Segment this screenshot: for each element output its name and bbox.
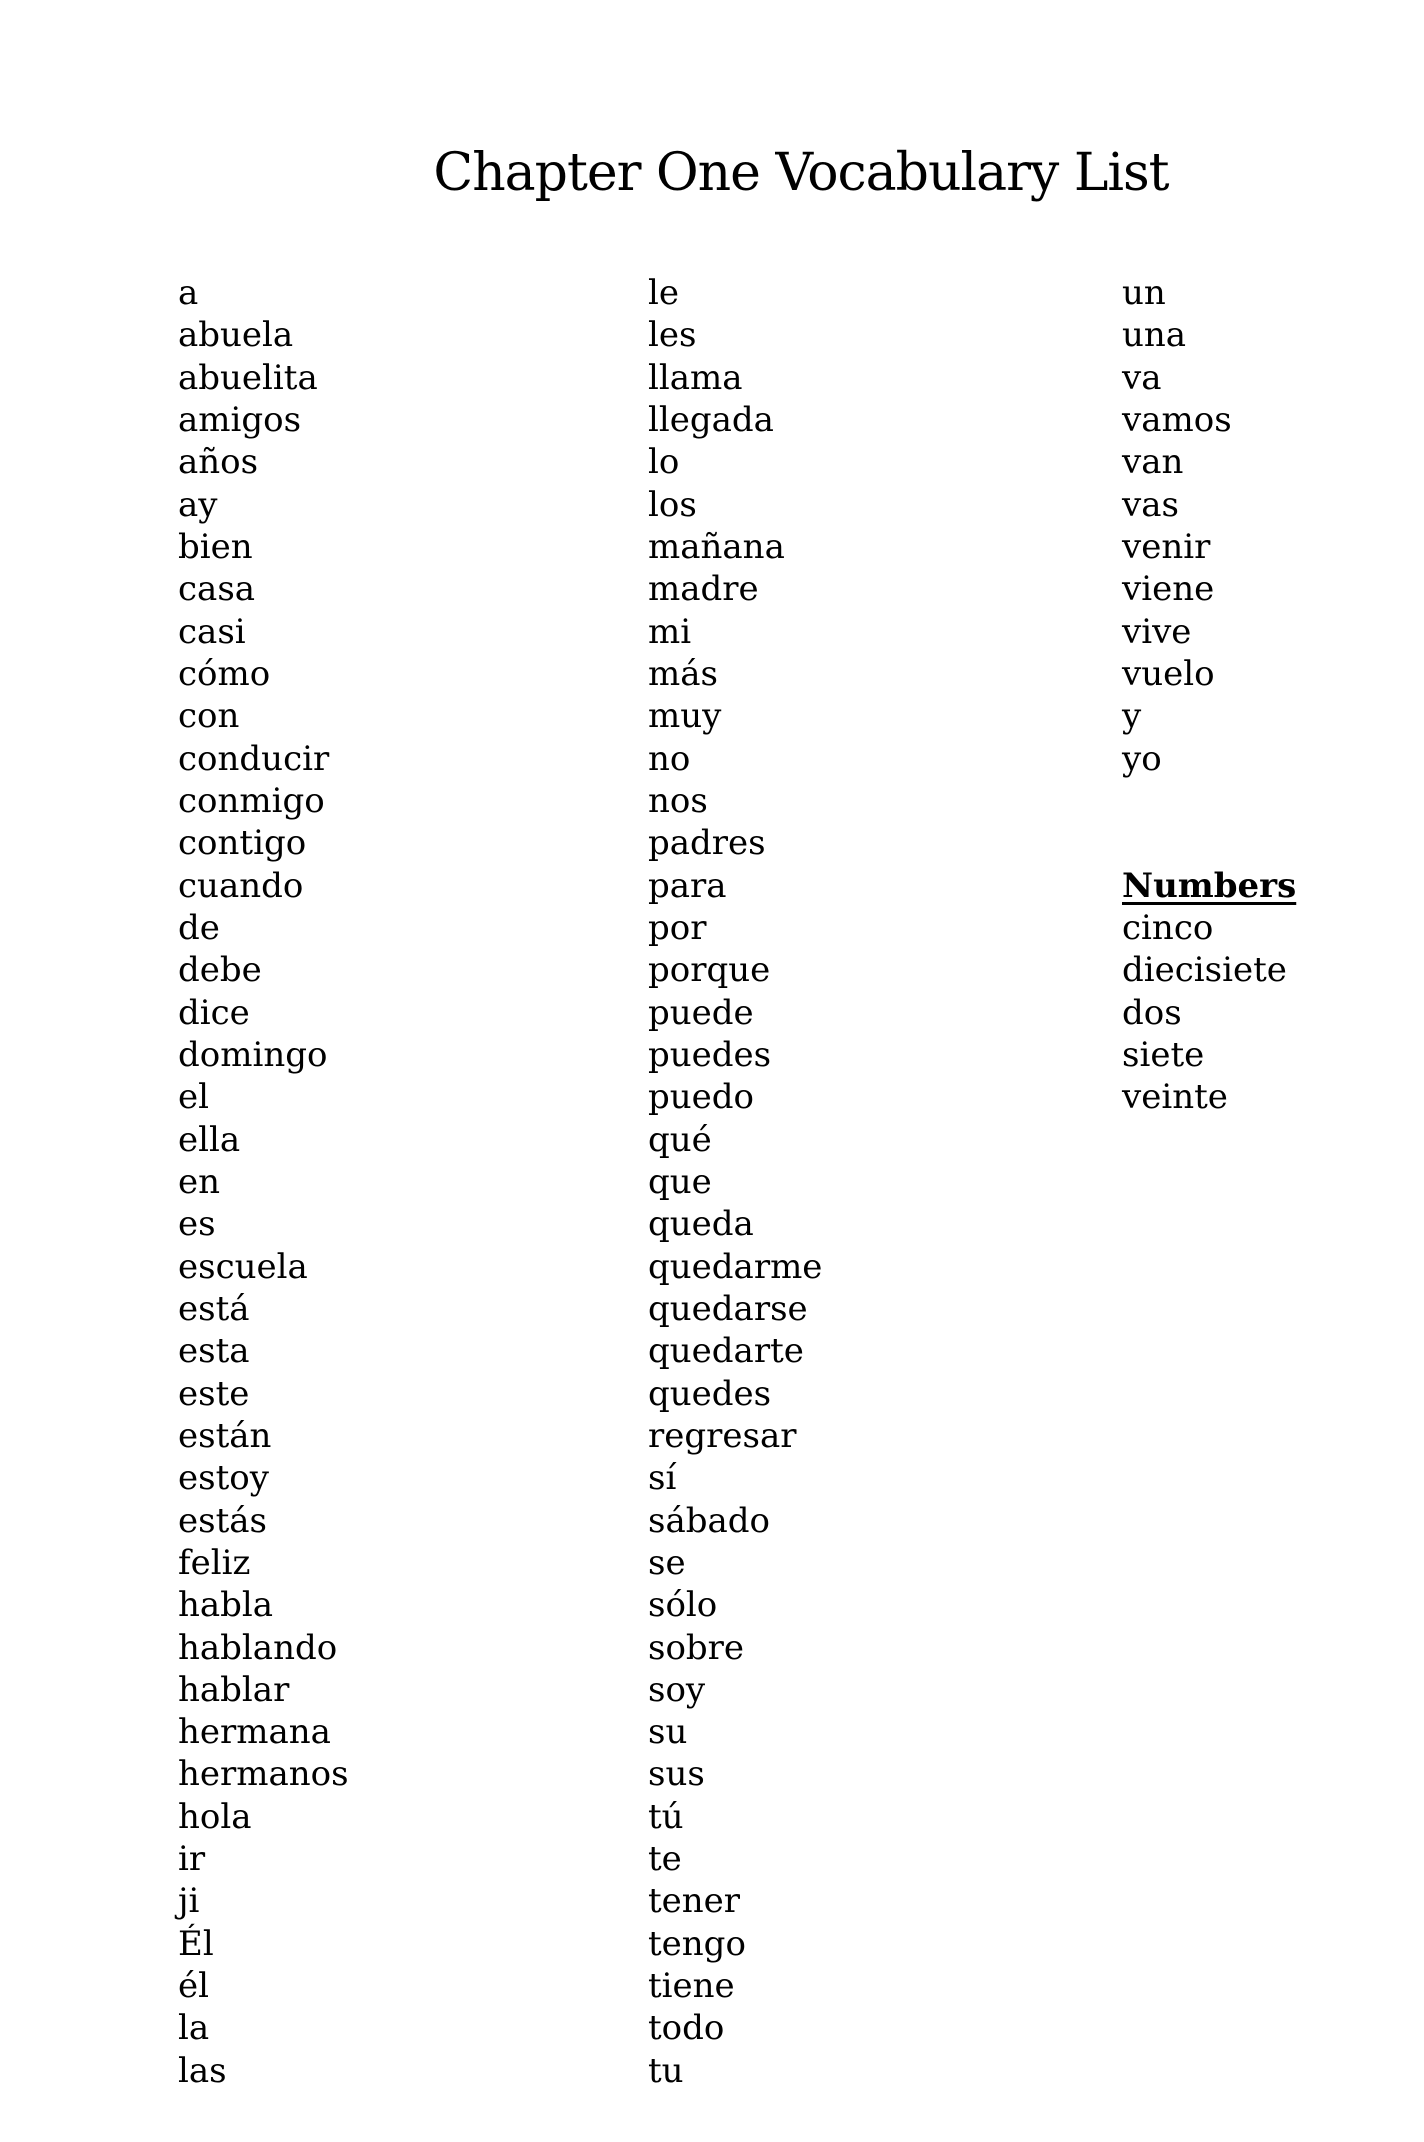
word-item: vuelo [1122, 653, 1215, 694]
column-gap [1122, 780, 1422, 865]
word-item: que [648, 1161, 712, 1202]
word-item: su [648, 1712, 688, 1753]
vocab-column-2 [648, 272, 1122, 2092]
vocab-column-1 [178, 272, 648, 2092]
vocab-columns [178, 272, 1422, 2092]
word-item: una [1122, 315, 1187, 356]
word-item: un [1122, 273, 1166, 313]
word-item: tu [648, 2050, 684, 2091]
word-item: escuela [178, 1246, 308, 1287]
word-item: estás [178, 1500, 267, 1541]
word-item: venir [1122, 526, 1211, 567]
word-item: para [648, 865, 727, 906]
word-item: qué [648, 1119, 712, 1160]
word-item: ella [178, 1119, 241, 1160]
word-item: regresar [648, 1415, 797, 1456]
word-item: años [178, 442, 259, 483]
word-item: hermana [178, 1712, 331, 1753]
vocab-column-3 [1122, 272, 1422, 1119]
word-item: hablando [178, 1627, 338, 1668]
word-item: y [1122, 696, 1142, 737]
word-item: quedarte [648, 1331, 804, 1372]
word-item: este [178, 1373, 250, 1414]
word-item: yo [1122, 738, 1162, 779]
word-item: ir [178, 1839, 206, 1880]
word-item: mi [648, 611, 692, 652]
word-item: dos [1122, 992, 1182, 1033]
word-item: les [648, 315, 697, 356]
word-item: sí [648, 1458, 677, 1499]
word-item: nos [648, 780, 708, 821]
word-item: veinte [1122, 1077, 1228, 1118]
word-item: madre [648, 569, 759, 610]
word-item: van [1122, 442, 1184, 483]
word-item: esta [178, 1331, 250, 1372]
word-item: la [178, 2008, 210, 2049]
word-item: conducir [178, 738, 330, 779]
word-item: puedo [648, 1077, 755, 1118]
word-item: te [648, 1839, 682, 1880]
word-item: quedarse [648, 1288, 808, 1329]
word-item: conmigo [178, 780, 325, 821]
numbers-list [1122, 907, 1422, 1119]
word-item: todo [648, 2008, 725, 2049]
word-item: soy [648, 1669, 706, 1710]
word-item: cómo [178, 653, 271, 694]
word-item: domingo [178, 1034, 328, 1075]
word-item: va [1122, 357, 1162, 398]
word-item: tú [648, 1796, 684, 1837]
word-item: feliz [178, 1542, 251, 1583]
word-item: bien [178, 526, 253, 567]
word-item: abuelita [178, 357, 318, 398]
word-item: casi [178, 611, 246, 652]
numbers-heading: Numbers [1122, 865, 1297, 906]
word-item: casa [178, 569, 256, 610]
word-item: sólo [648, 1585, 718, 1626]
word-item: puedes [648, 1034, 772, 1075]
word-item: es [178, 1204, 216, 1245]
word-item: contigo [178, 823, 307, 864]
page-title: Chapter One Vocabulary List [433, 143, 1169, 203]
word-item: Él [178, 1923, 214, 1964]
word-item: hola [178, 1796, 252, 1837]
word-item: con [178, 696, 240, 737]
word-item: puede [648, 992, 754, 1033]
word-item: tengo [648, 1923, 746, 1964]
word-item: hermanos [178, 1754, 349, 1795]
word-item: ay [178, 484, 218, 525]
word-item: habla [178, 1585, 274, 1626]
word-item: vas [1122, 484, 1179, 525]
word-item: mañana [648, 526, 785, 567]
word-item: no [648, 738, 691, 779]
word-item: más [648, 653, 718, 694]
word-item: queda [648, 1204, 754, 1245]
word-item: llegada [648, 399, 774, 440]
word-item: padres [648, 823, 766, 864]
word-item: siete [1122, 1034, 1205, 1075]
word-item: de [178, 907, 220, 948]
word-item: amigos [178, 399, 302, 440]
word-item: él [178, 1966, 209, 2007]
word-item: sábado [648, 1500, 770, 1541]
word-item: lo [648, 442, 680, 483]
word-item: dice [178, 992, 250, 1033]
word-item: está [178, 1288, 250, 1329]
word-item: ji [178, 1881, 200, 1922]
word-item: sobre [648, 1627, 745, 1668]
word-item: diecisiete [1122, 950, 1287, 991]
word-item: sus [648, 1754, 705, 1795]
word-item: en [178, 1161, 221, 1202]
word-item: abuela [178, 315, 294, 356]
word-item: le [648, 273, 679, 313]
word-item: llama [648, 357, 743, 398]
word-item: cuando [178, 865, 304, 906]
word-item: tener [648, 1881, 741, 1922]
word-item: muy [648, 696, 722, 737]
word-item: estoy [178, 1458, 269, 1499]
word-item: quedes [648, 1373, 772, 1414]
word-item: tiene [648, 1966, 735, 2007]
word-item: vive [1122, 611, 1192, 652]
word-item: por [648, 907, 707, 948]
word-item: los [648, 484, 697, 525]
word-item: porque [648, 950, 771, 991]
word-item: cinco [1122, 907, 1214, 948]
word-item: quedarme [648, 1246, 823, 1287]
word-item: se [648, 1542, 686, 1583]
word-item: vamos [1122, 399, 1232, 440]
word-item: las [178, 2050, 227, 2091]
word-item: a [178, 273, 199, 313]
vocab-column-3-words [1122, 272, 1422, 780]
word-item: hablar [178, 1669, 290, 1710]
word-item: viene [1122, 569, 1215, 610]
word-item: debe [178, 950, 262, 991]
word-item: están [178, 1415, 272, 1456]
word-item: el [178, 1077, 209, 1118]
